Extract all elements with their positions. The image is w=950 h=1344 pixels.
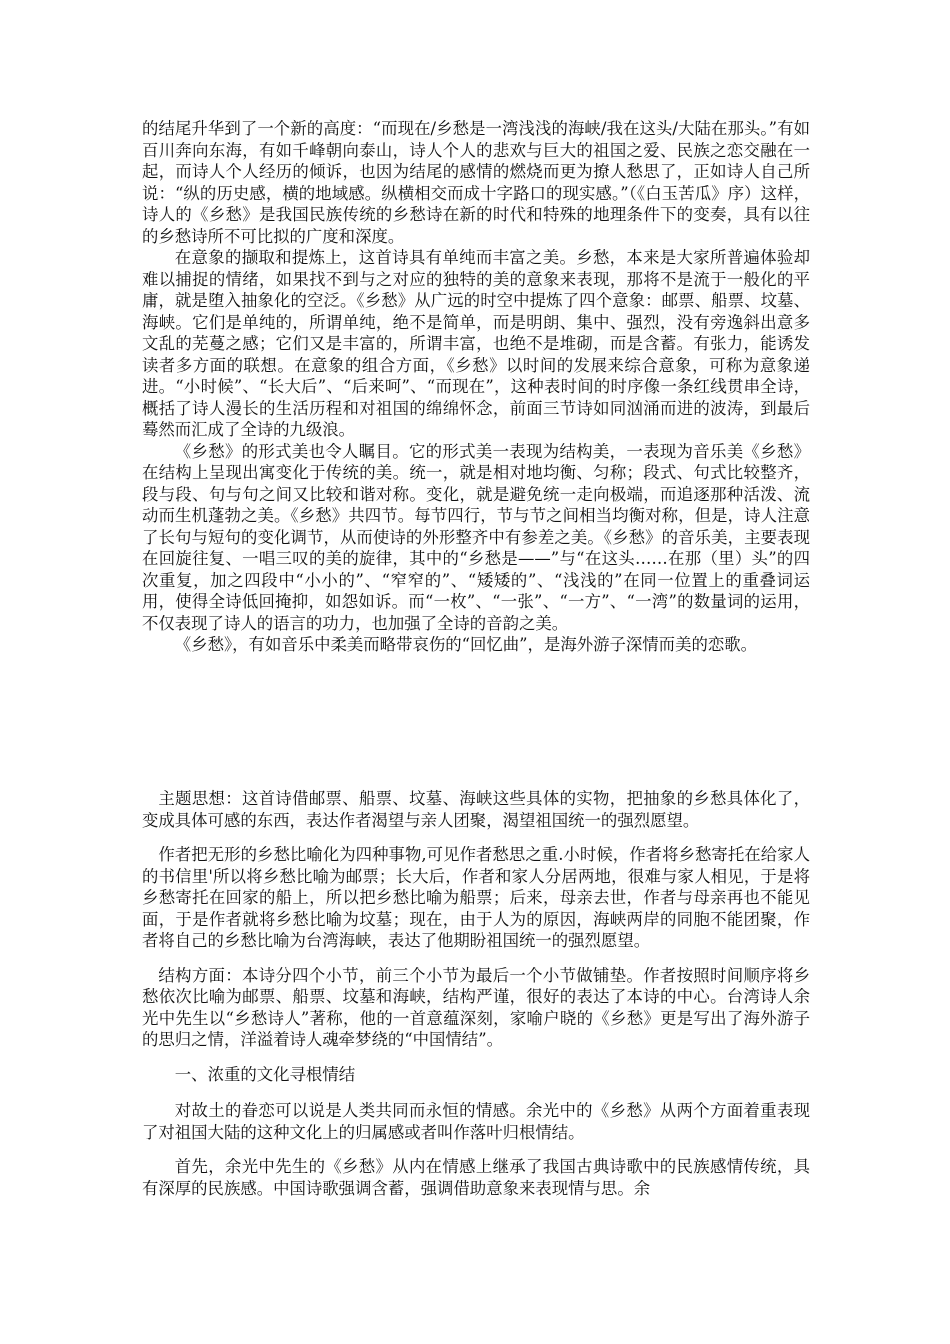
paragraph-form-beauty: 《乡愁》的形式美也令人瞩目。它的形式美一表现为结构美，一表现为音乐美《乡愁》在结构上呈现出寓变化于传统的美。统一，就是相对地均衡、匀称；段式、句式比较整齐，段与段、句与句之间又比较和谐对称。变化，就是避免统一走向极端，而追逐那种活泼、流动而生机蓬勃之美。《乡愁》共四节。每节四行，节与节之间相当均衡对称，但是，诗人注意了长句与短句的变化调节，从而使诗的外形整齐中有参差之美。《乡愁》的音乐美，主要表现在回旋往复、一唱三叹的美的旋律，其中的“乡愁是——”与“在这头……在那（里）头”的四次重复，加之四段中“小小的”、“窄窄的”、“矮矮的”、“浅浅的”在同一位置上的重叠词运用，使得全诗低回掩抑，如怨如诉。而“一枚”、“一张”、“一方”、“一湾”的数量词的运用，不仅表现了诗人的语言的功力，也加强了全诗的音韵之美。 — [142, 441, 810, 633]
essay-top-section — [142, 118, 810, 656]
paragraph-metaphor: 作者把无形的乡愁比喻化为四种事物,可见作者愁思之重.小时候，作者将乡愁寄托在给家人的书信里'所以将乡愁比喻为邮票；长大后，作者和家人分居两地，很难与家人相见，于是将乡愁寄托在回家的船上，所以把乡愁比喻为船票；后来，母亲去世，作者与母亲再也不能见面，于是作者就将乡愁比喻为坟墓；现在，由于人为的原因，海峡两岸的同胞不能团聚，作者将自己的乡愁比喻为台湾海峡，表达了他期盼祖国统一的强烈愿望。 — [142, 845, 810, 950]
paragraph-theme: 主题思想：这首诗借邮票、船票、坟墓、海峡这些具体的实物，把抽象的乡愁具体化了，变成具体可感的东西，表达作者渴望与亲人团聚，渴望祖国统一的强烈愿望。 — [142, 789, 810, 830]
paragraph-imagery: 在意象的撷取和提炼上，这首诗具有单纯而丰富之美。乡愁，本来是大家所普遍体验却难以捕捉的情绪，如果找不到与之对应的独特的美的意象来表现，那将不是流于一般化的平庸，就是堕入抽象化的空泛。《乡愁》从广远的时空中提炼了四个意象：邮票、船票、坟墓、海峡。它们是单纯的，所谓单纯，绝不是简单，而是明朗、集中、强烈，没有旁逸斜出意多文乱的芜蔓之感；它们又是丰富的，所谓丰富，也绝不是堆砌，而是含蓄。有张力，能诱发读者多方面的联想。在意象的组合方面，《乡愁》以时间的发展来综合意象，可称为意象递进。“小时候”、“长大后”、“后来呵”、“而现在”，这种表时间的时序像一条红线贯串全诗，概括了诗人漫长的生活历程和对祖国的绵绵怀念，前面三节诗如同汹涌而进的波涛，到最后蓦然而汇成了全诗的九级浪。 — [142, 248, 810, 439]
essay-bottom-section — [142, 788, 810, 1212]
paragraph-love-song: 《乡愁》，有如音乐中柔美而略带哀伤的“回忆曲”，是海外游子深情而美的恋歌。 — [174, 635, 758, 654]
paragraph-structure: 结构方面：本诗分四个小节，前三个小节为最后一个小节做铺垫。作者按照时间顺序将乡愁依次比喻为邮票、船票、坟墓和海峡，结构严谨，很好的表达了本诗的中心。台湾诗人余光中先生以“乡愁诗人”著称，他的一首意蕴深刻，家喻户晓的《乡愁》更是写出了海外游子的思归之情，洋溢着诗人魂牵梦绕的“中国情结”。 — [142, 965, 810, 1049]
paragraph-first-point: 首先，余光中先生的《乡愁》从内在情感上继承了我国古典诗歌中的民族感情传统，具有深厚的民族感。中国诗歌强调含蓄，强调借助意象来表现情与思。余 — [142, 1157, 810, 1198]
paragraph-ending-height: 的结尾升华到了一个新的高度：“而现在/乡愁是一湾浅浅的海峡/我在这头/大陆在那头。”有如百川奔向东海，有如千峰朝向泰山，诗人个人的悲欢与巨大的祖国之爱、民族之恋交融在一起，而诗人个人经历的倾诉，也因为结尾的感情的燃烧而更为撩人愁思了，正如诗人自己所说：“纵的历史感，横的地域感。纵横相交而成十字路口的现实感。”（《白玉苦瓜》序）这样，诗人的《乡愁》是我国民族传统的乡愁诗在新的时代和特殊的地理条件下的变奏，具有以往的乡愁诗所不可比拟的广度和深度。 — [142, 119, 810, 246]
section-heading: 一、浓重的文化寻根情结 — [174, 1064, 356, 1084]
paragraph-cultural-root: 对故土的眷恋可以说是人类共同而永恒的情感。余光中的《乡愁》从两个方面着重表现了对祖国大陆的这种文化上的归属感或者叫作落叶归根情结。 — [142, 1101, 810, 1142]
